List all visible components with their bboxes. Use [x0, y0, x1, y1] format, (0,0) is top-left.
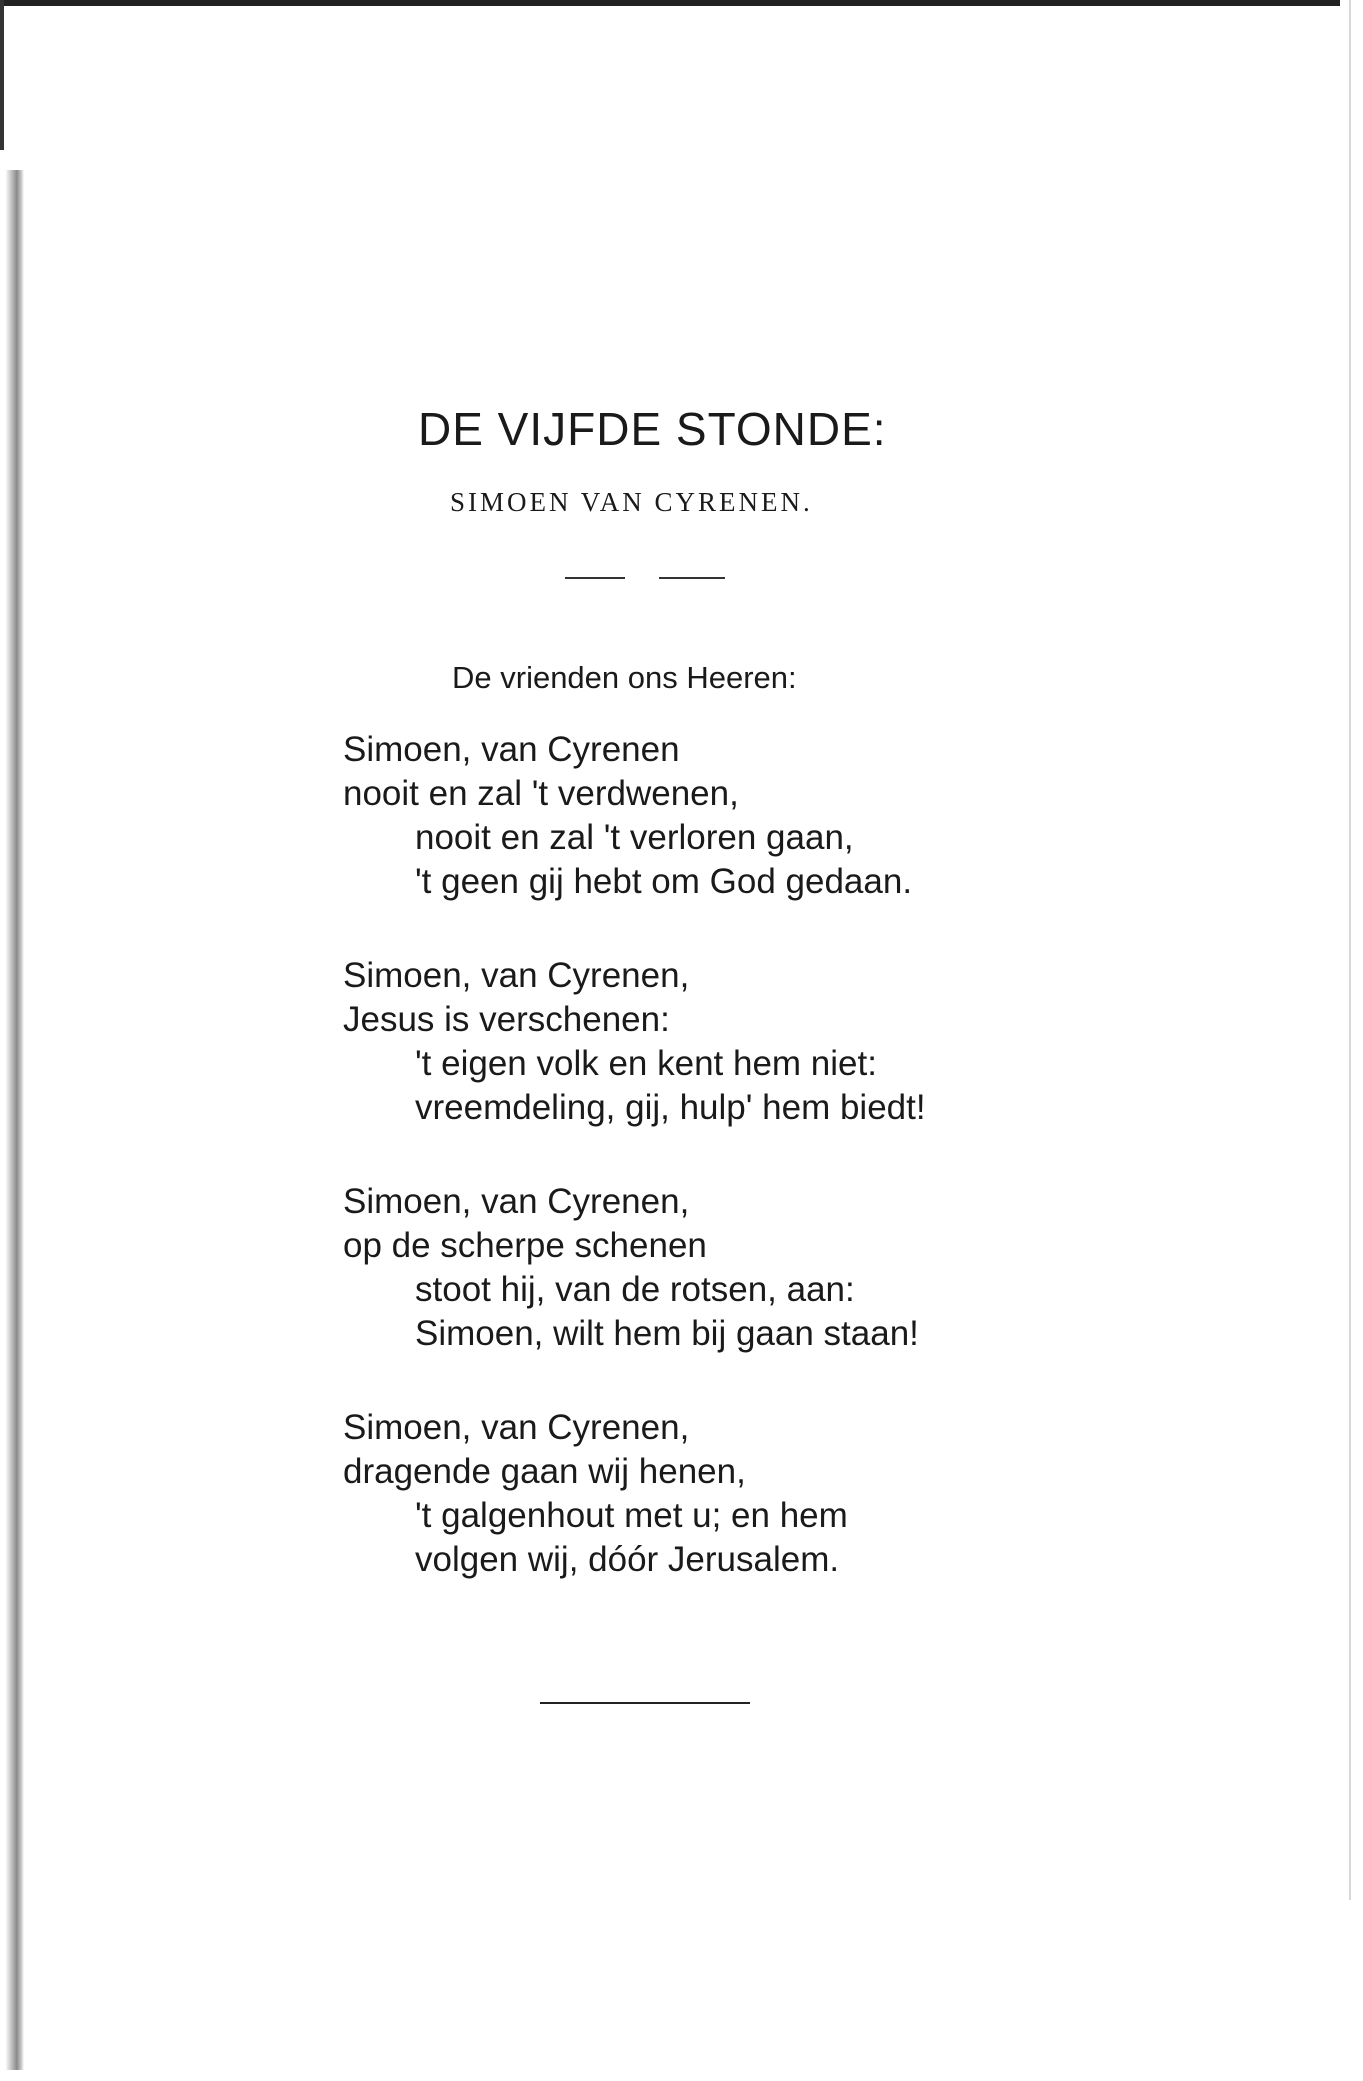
- poem-line: Jesus is verschenen:: [343, 1000, 670, 1039]
- poem-line: op de scherpe schenen: [343, 1226, 707, 1265]
- page-title: DE VIJFDE STONDE:: [418, 403, 887, 455]
- poem-line: Simoen, van Cyrenen,: [343, 1408, 690, 1447]
- poem-line: 't eigen volk en kent hem niet:: [415, 1044, 877, 1083]
- stanza-3: [343, 1180, 926, 1356]
- page-subtitle: SIMOEN VAN CYRENEN.: [450, 487, 813, 517]
- poem-line: 't geen gij hebt om God gedaan.: [415, 862, 913, 901]
- poem: [343, 728, 926, 1632]
- poem-line: Simoen, wilt hem bij gaan staan!: [415, 1314, 919, 1353]
- ornament-rule-right: [659, 577, 725, 579]
- stanza-1: [343, 728, 926, 904]
- stanza-2: [343, 954, 926, 1130]
- poem-line: volgen wij, dóór Jerusalem.: [415, 1540, 840, 1579]
- poem-line: Simoen, van Cyrenen,: [343, 1182, 690, 1221]
- poem-line: nooit en zal 't verdwenen,: [343, 774, 739, 813]
- poem-line: stoot hij, van de rotsen, aan:: [415, 1270, 855, 1309]
- poem-line: dragende gaan wij henen,: [343, 1452, 746, 1491]
- stanza-4: [343, 1406, 926, 1582]
- scan-edge-left-top: [0, 0, 4, 150]
- scan-edge-left-binding: [6, 170, 24, 2070]
- poem-line: 't galgenhout met u; en hem: [415, 1496, 848, 1535]
- end-rule: [540, 1702, 750, 1704]
- ornament-rule-left: [565, 577, 625, 579]
- scan-edge-right: [1349, 0, 1351, 1900]
- poem-line: vreemdeling, gij, hulp' hem biedt!: [415, 1088, 926, 1127]
- poem-line: nooit en zal 't verloren gaan,: [415, 818, 854, 857]
- poem-heading: De vrienden ons Heeren:: [452, 660, 797, 695]
- poem-line: Simoen, van Cyrenen: [343, 730, 680, 769]
- scan-edge-top: [0, 0, 1340, 6]
- poem-line: Simoen, van Cyrenen,: [343, 956, 690, 995]
